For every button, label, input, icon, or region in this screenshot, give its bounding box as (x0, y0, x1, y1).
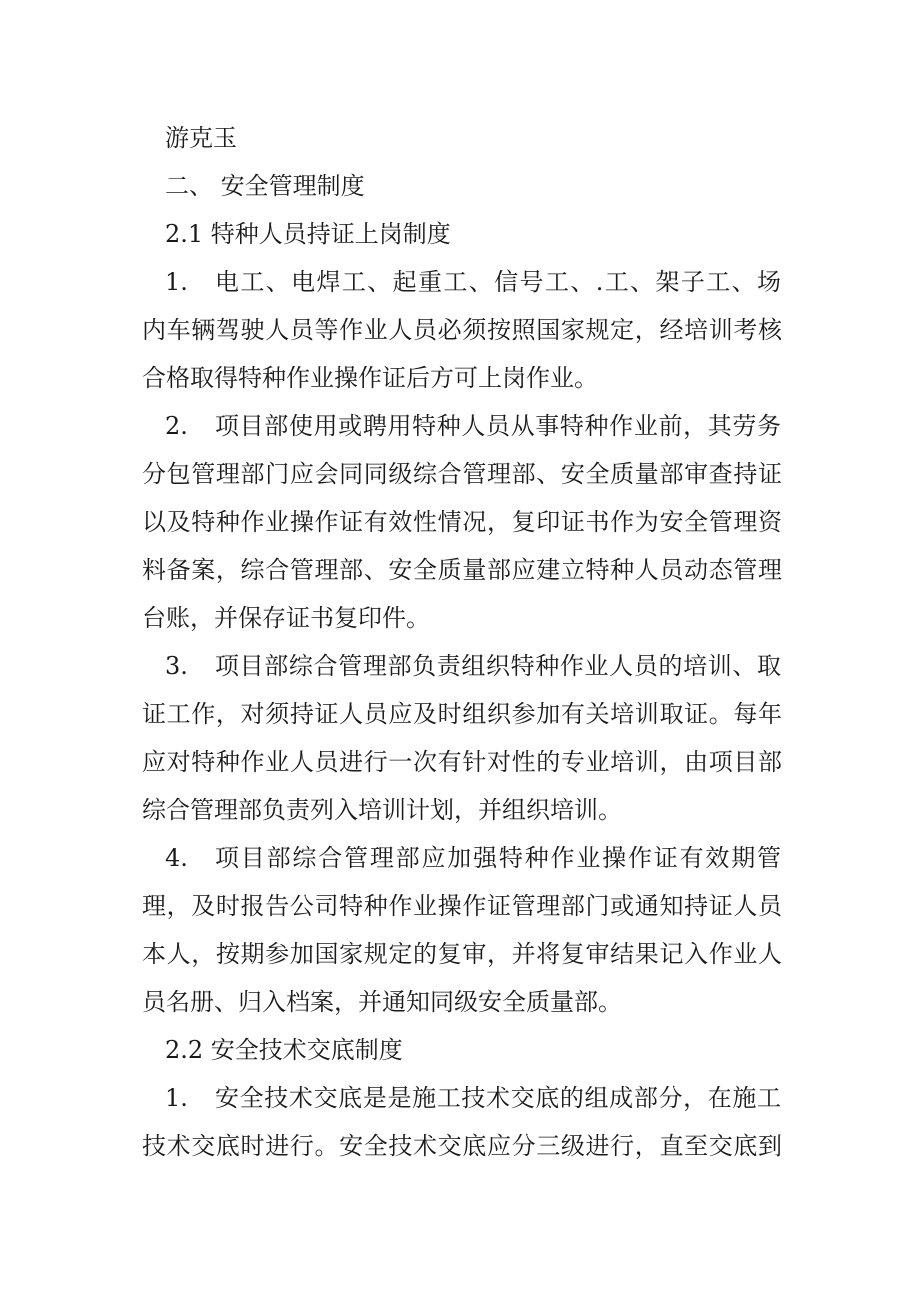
list-item-number: 1. (165, 268, 188, 296)
paragraph-line: 项目部使用或聘用特种人员从事特种作业前，其劳务 (215, 412, 781, 440)
paragraph-line: 内车辆驾驶人员等作业人员必须按照国家规定，经培训考核 (142, 316, 782, 344)
list-item-number: 2. (165, 412, 188, 440)
paragraph-line: 应对特种作业人员进行一次有针对性的专业培训，由项目部 (142, 748, 782, 776)
paragraph-line: 技术交底时进行。安全技术交底应分三级进行，直至交底到 (142, 1132, 782, 1160)
paragraph-line: 电工、电焊工、起重工、信号工、.工、架子工、场 (215, 268, 781, 296)
paragraph-line: 项目部综合管理部应加强特种作业操作证有效期管 (215, 844, 781, 872)
paragraph-line: 安全技术交底是是施工技术交底的组成部分，在施工 (215, 1084, 781, 1112)
paragraph-line: 项目部综合管理部负责组织特种作业人员的培训、取 (215, 652, 781, 680)
paragraph-line: 综合管理部负责列入培训计划，并组织培训。 (142, 796, 622, 824)
list-item-number: 3. (165, 652, 188, 680)
paragraph-line: 料备案，综合管理部、安全质量部应建立特种人员动态管理 (142, 556, 782, 584)
paragraph-line: 合格取得特种作业操作证后方可上岗作业。 (142, 364, 598, 392)
paragraph-line: 员名册、归入档案，并通知同级安全质量部。 (142, 988, 622, 1016)
paragraph-line: 分包管理部门应会同同级综合管理部、安全质量部审查持证 (142, 460, 782, 488)
list-item-number: 4. (165, 844, 188, 872)
list-item-number: 1. (165, 1084, 188, 1112)
paragraph-line: 以及特种作业操作证有效性情况，复印证书作为安全管理资 (142, 508, 782, 536)
paragraph-line: 理，及时报告公司特种作业操作证管理部门或通知持证人员 (142, 892, 782, 920)
paragraph-line: 台账，并保存证书复印件。 (142, 604, 430, 632)
paragraph-line: 证工作，对须持证人员应及时组织参加有关培训取证。每年 (142, 700, 782, 728)
author-line: 游克玉 (165, 124, 237, 152)
section-heading: 二、 安全管理制度 (165, 172, 365, 200)
subsection-heading-2-2: 2.2 安全技术交底制度 (165, 1036, 403, 1064)
subsection-heading-2-1: 2.1 特种人员持证上岗制度 (165, 220, 451, 248)
paragraph-line: 本人，按期参加国家规定的复审，并将复审结果记入作业人 (142, 940, 782, 968)
